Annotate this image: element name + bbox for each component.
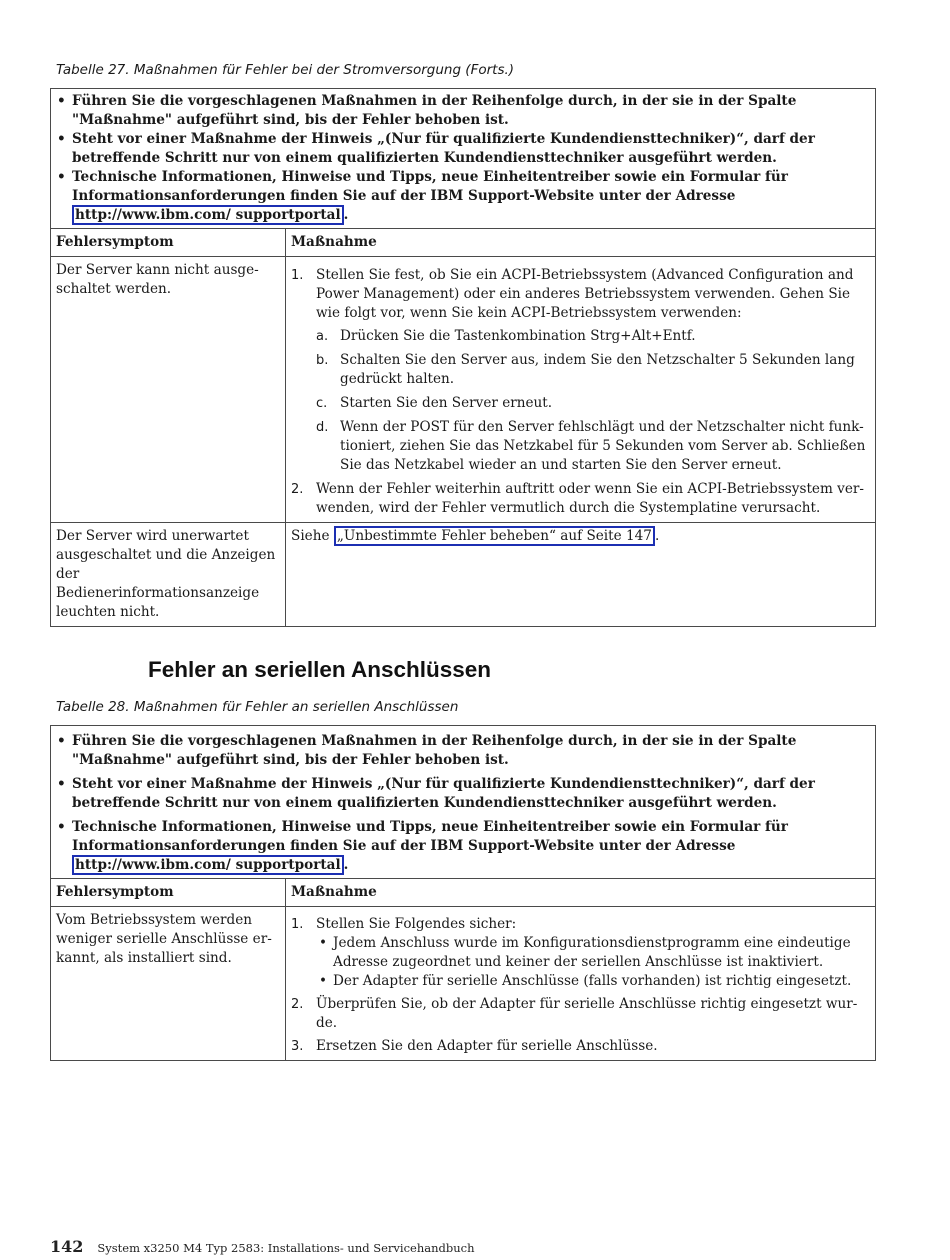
step-number: 1. (291, 917, 304, 932)
step-number: 3. (291, 1039, 304, 1054)
note-item: • Steht vor einer Maßnahme der Hinweis „(Nur für qualifizierte Kundendiensttechniker)“, darf der betreffende Schritt nur von einem qualifizierten Kundendiensttechniker ausgeführt werden. (57, 776, 815, 811)
step-number: 1. (291, 268, 304, 283)
symptom-cell: Der Server kann nicht ausge- schaltet werden. (51, 257, 286, 523)
step-item: 1. Stellen Sie fest, ob Sie ein ACPI-Betriebssystem (Advanced Configuration and Power Management) oder ein anderes Betriebssystem verwenden. Gehen Sie wie folgt vor, wenn Sie kein ACPI-Betriebssystem verwenden: a. Drücken Sie die Tastenkombination Strg+Alt+Entf. b. Schalten Sie den Server aus, indem Sie den Netzschalter 5 Sekunden lang gedrückt halten. c. Starten Sie den Server erneut. d. Wenn der POST für den Server fehlschlägt und der Netzschalter nicht funk- tioniert, ziehen Sie das Netzkabel für 5 Sekunden vom Server ab. Schließen Sie das Netzkabel wieder an und starten Sie den Server erneut. (291, 266, 870, 475)
table-notes (51, 726, 876, 879)
bullet-icon: • (57, 169, 66, 185)
section-heading: Fehler an seriellen Anschlüssen (148, 657, 492, 682)
substep-item: d. Wenn der POST für den Server fehlschlägt und der Netzschalter nicht funk- tioniert, ziehen Sie das Netzkabel für 5 Sekunden vom Server ab. Schließen Sie das Netzkabel wieder an und starten Sie den Server erneut. (316, 419, 866, 473)
table-notes (51, 89, 876, 229)
table-caption: Tabelle 28. Maßnahmen für Fehler an seriellen Anschlüssen (56, 699, 459, 715)
bullet-icon: • (57, 819, 66, 835)
support-portal-link[interactable]: http://www.ibm.com/ supportportal (72, 205, 344, 225)
action-cell (286, 257, 876, 523)
substep-item: b. Schalten Sie den Server aus, indem Sie den Netzschalter 5 Sekunden lang gedrückt halten. (316, 352, 855, 387)
note-item: • Steht vor einer Maßnahme der Hinweis „(Nur für qualifizierte Kundendiensttechniker)“, darf der betreffende Schritt nur von einem qualifizierten Kundendiensttechniker ausgeführt werden. (57, 131, 815, 166)
step-number: 2. (291, 997, 304, 1012)
column-header-symptom: Fehlersymptom (51, 229, 286, 257)
table-row (51, 257, 876, 523)
bullet-icon: • (57, 131, 66, 147)
bullet-icon: • (57, 93, 66, 109)
action-cell: Siehe „Unbestimmte Fehler beheben“ auf Seite 147 . (286, 523, 876, 627)
support-portal-link[interactable]: http://www.ibm.com/ supportportal (72, 855, 344, 875)
column-header-action: Maßnahme (286, 229, 876, 257)
bullet-icon: • (319, 973, 328, 989)
action-cell (286, 907, 876, 1061)
note-item: • Führen Sie die vorgeschlagenen Maßnahmen in der Reihenfolge durch, in der sie in der Spalte "Maßnahme" aufgeführt sind, bis der Fehler behoben ist. (57, 733, 797, 768)
bullet-item: • Jedem Anschluss wurde im Konfigurationsdienstprogramm eine eindeutige Adresse zugeordnet und keiner der seriellen Anschlüsse ist inaktiviert. (319, 935, 851, 970)
bullet-item: • Der Adapter für serielle Anschlüsse (falls vorhanden) ist richtig eingesetzt. (319, 973, 852, 989)
power-errors-table (50, 88, 876, 627)
footer-text: System x3250 M4 Typ 2583: Installations- und Servicehandbuch (97, 1241, 475, 1255)
substep-item: c. Starten Sie den Server erneut. (316, 395, 553, 411)
substep-item: a. Drücken Sie die Tastenkombination Strg+Alt+Entf. (316, 328, 696, 344)
note-item: • Technische Informationen, Hinweise und Tipps, neue Einheitentreiber sowie ein Formular für Informationsanforderungen finden Sie auf der IBM Support-Website unter der Adresse http://www.ibm.com/ supportportal . (57, 169, 788, 223)
bullet-icon: • (319, 935, 328, 951)
bullet-icon: • (57, 733, 66, 749)
column-header-symptom: Fehlersymptom (51, 879, 286, 907)
step-number: 2. (291, 482, 304, 497)
bullet-icon: • (57, 776, 66, 792)
table-caption: Tabelle 27. Maßnahmen für Fehler bei der Stromversorgung (Forts.) (56, 62, 515, 78)
page-footer (50, 1237, 475, 1256)
note-item: • Technische Informationen, Hinweise und Tipps, neue Einheitentreiber sowie ein Formular für Informationsanforderungen finden Sie auf der IBM Support-Website unter der Adresse http://www.ibm.com/ supportportal . (57, 819, 788, 873)
serial-port-errors-table (50, 725, 876, 1061)
step-item: 1. Stellen Sie Folgendes sicher: • Jedem Anschluss wurde im Konfigurationsdienstprogramm eine eindeutige Adresse zugeordnet und keiner der seriellen Anschlüsse ist inaktiviert. • Der Adapter für serielle Anschlüsse (falls vorhanden) ist richtig eingesetzt. (291, 915, 870, 991)
table-row (51, 907, 876, 1061)
step-item: 3. Ersetzen Sie den Adapter für serielle Anschlüsse. (291, 1038, 658, 1054)
symptom-cell: Der Server wird unerwartet ausgeschaltet und die Anzeigen der Bedienerinformationsanzeige leuchten nicht. (51, 523, 286, 627)
table-row (51, 523, 876, 627)
note-item: • Führen Sie die vorgeschlagenen Maßnahmen in der Reihenfolge durch, in der sie in der Spalte "Maßnahme" aufgeführt sind, bis der Fehler behoben ist. (57, 93, 797, 128)
column-header-action: Maßnahme (286, 879, 876, 907)
unknown-errors-link[interactable]: „Unbestimmte Fehler beheben“ auf Seite 147 (334, 526, 655, 546)
step-item: 2. Überprüfen Sie, ob der Adapter für serielle Anschlüsse richtig eingesetzt wur- de. (291, 996, 858, 1031)
symptom-cell: Vom Betriebssystem werden weniger serielle Anschlüsse er- kannt, als installiert sind. (51, 907, 286, 1061)
step-item: 2. Wenn der Fehler weiterhin auftritt oder wenn Sie ein ACPI-Betriebssystem ver- wenden, wird der Fehler vermutlich durch die Systemplatine verursacht. (291, 481, 864, 516)
page-number: 142 (50, 1237, 84, 1256)
